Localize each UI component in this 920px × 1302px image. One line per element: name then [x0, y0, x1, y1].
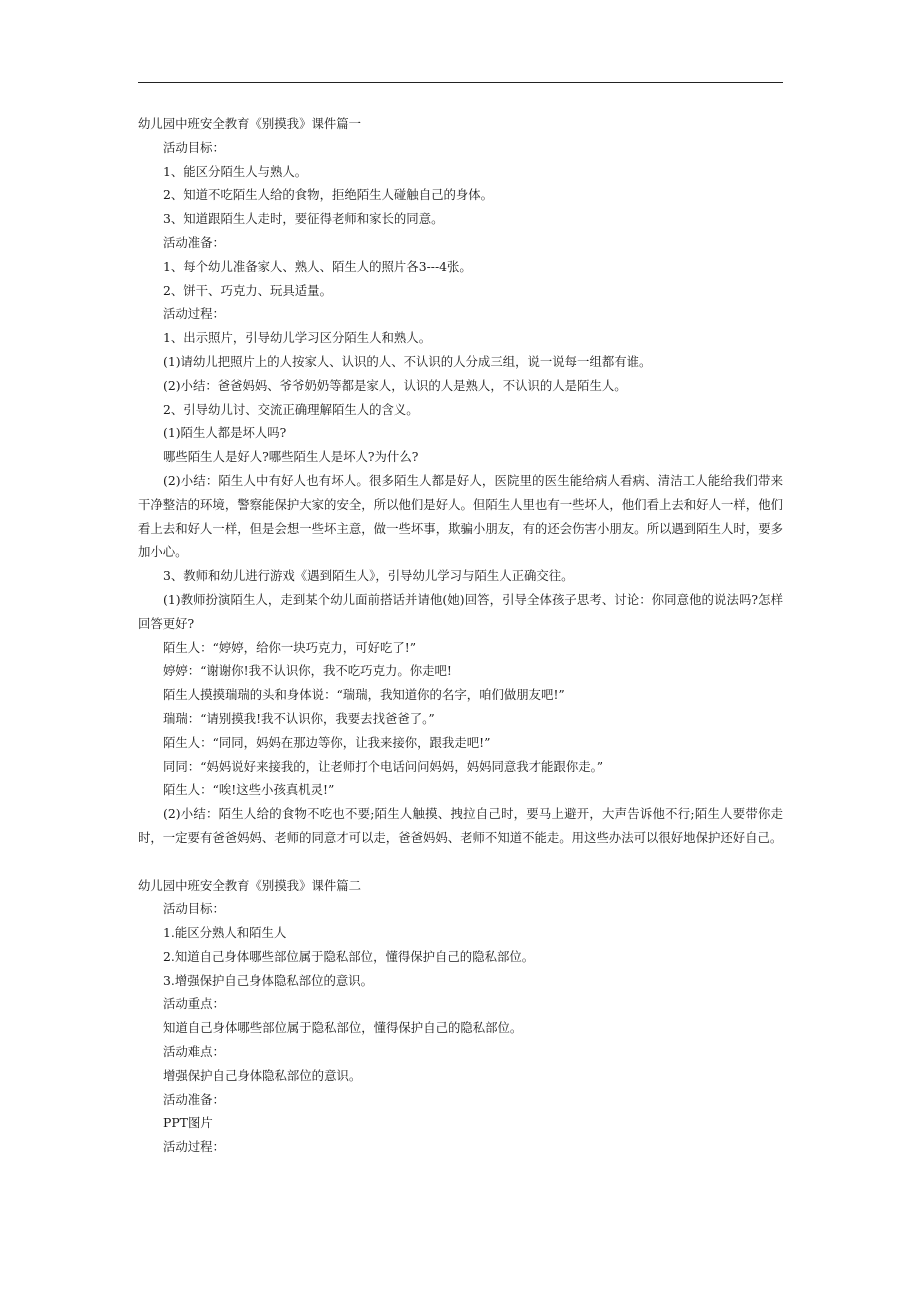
section-title-1: 幼儿园中班安全教育《别摸我》课件篇一	[138, 116, 362, 131]
text-line: 3、知道跟陌生人走时，要征得老师和家长的同意。	[163, 211, 444, 227]
text-line: 1.能区分熟人和陌生人	[163, 925, 287, 941]
text-line: 活动重点：	[163, 996, 225, 1012]
text-line: 2、饼干、巧克力、玩具适量。	[163, 282, 332, 298]
section-spacer	[138, 850, 783, 874]
dialogue-line: 陌生人摸摸瑞瑞的头和身体说：“瑞瑞，我知道你的名字，咱们做朋友吧!”	[163, 687, 565, 703]
text-line: 3.增强保护自己身体隐私部位的意识。	[163, 972, 374, 988]
text-line: 2、引导幼儿讨、交流正确理解陌生人的含义。	[163, 401, 419, 417]
section-title-2: 幼儿园中班安全教育《别摸我》课件篇二	[138, 877, 362, 893]
summary-paragraph: (2)小结：陌生人给的食物不吃也不要;陌生人触摸、拽拉自己时，要马上避开，大声告诉他不行;陌生人要带你走时，一定要有爸爸妈妈、老师的同意才可以走，爸爸妈妈、老师不知道不能走。用这些办法可以很好地保护还好自己。	[138, 806, 783, 845]
text-line: 活动目标：	[163, 139, 225, 155]
summary-paragraph: (2)小结：陌生人中有好人也有坏人。很多陌生人都是好人，医院里的医生能给病人看病、清洁工人能给我们带来干净整洁的环境，警察能保护大家的安全，所以他们是好人。但陌生人里也有一些坏人，他们看上去和好人一样，他们看上去和好人一样，但是会想一些坏主意，做一些坏事，欺骗小朋友，有的还会伤害小朋友。所以遇到陌生人时，要多加小心。	[138, 472, 783, 560]
text-line: 活动目标：	[163, 901, 225, 917]
text-line: 活动难点：	[163, 1044, 225, 1060]
text-line: (2)小结：爸爸妈妈、爷爷奶奶等都是家人，认识的人是熟人，不认识的人是陌生人。	[163, 377, 627, 393]
document-body	[138, 112, 783, 1159]
dialogue-line: 婷婷：“谢谢你!我不认识你，我不吃巧克力。你走吧!	[163, 663, 452, 679]
text-line: 2.知道自己身体哪些部位属于隐私部位，懂得保护自己的隐私部位。	[163, 948, 535, 964]
text-line: 活动过程：	[163, 1139, 225, 1155]
text-line: 1、能区分陌生人与熟人。	[163, 163, 308, 179]
text-line: 3、教师和幼儿进行游戏《遇到陌生人》，引导幼儿学习与陌生人正确交往。	[163, 568, 574, 584]
dialogue-line: 瑞瑞：“请别摸我!我不认识你，我要去找爸爸了。”	[163, 710, 435, 726]
game-paragraph: (1)教师扮演陌生人，走到某个幼儿面前搭话并请他(她)回答，引导全体孩子思考、讨论：你同意他的说法吗?怎样回答更好?	[138, 591, 783, 631]
dialogue-line: 同同：“妈妈说好来接我的，让老师打个电话问问妈妈，妈妈同意我才能跟你走。”	[163, 758, 604, 774]
text-line: 2、知道不吃陌生人给的食物，拒绝陌生人碰触自己的身体。	[163, 187, 494, 203]
header-rule	[138, 82, 783, 83]
text-line: 活动过程：	[163, 306, 225, 322]
text-line: 哪些陌生人是好人?哪些陌生人是坏人?为什么?	[163, 449, 419, 465]
dialogue-line: 陌生人：“唉!这些小孩真机灵!”	[163, 782, 335, 798]
dialogue-line: 陌生人：“同同，妈妈在那边等你，让我来接你，跟我走吧!”	[163, 734, 491, 750]
text-line: PPT图片	[163, 1115, 213, 1131]
text-line: (1)请幼儿把照片上的人按家人、认识的人、不认识的人分成三组，说一说每一组都有谁。	[163, 353, 652, 369]
text-line: 知道自己身体哪些部位属于隐私部位，懂得保护自己的隐私部位。	[163, 1020, 523, 1036]
text-line: 1、出示照片，引导幼儿学习区分陌生人和熟人。	[163, 330, 432, 346]
text-line: 1、每个幼儿准备家人、熟人、陌生人的照片各3---4张。	[163, 258, 472, 274]
text-line: 活动准备：	[163, 1091, 225, 1107]
text-line: 活动准备：	[163, 234, 225, 250]
dialogue-line: 陌生人：“婷婷，给你一块巧克力，可好吃了!”	[163, 639, 417, 655]
text-line: 增强保护自己身体隐私部位的意识。	[163, 1067, 362, 1083]
text-line: (1)陌生人都是坏人吗?	[163, 425, 287, 441]
